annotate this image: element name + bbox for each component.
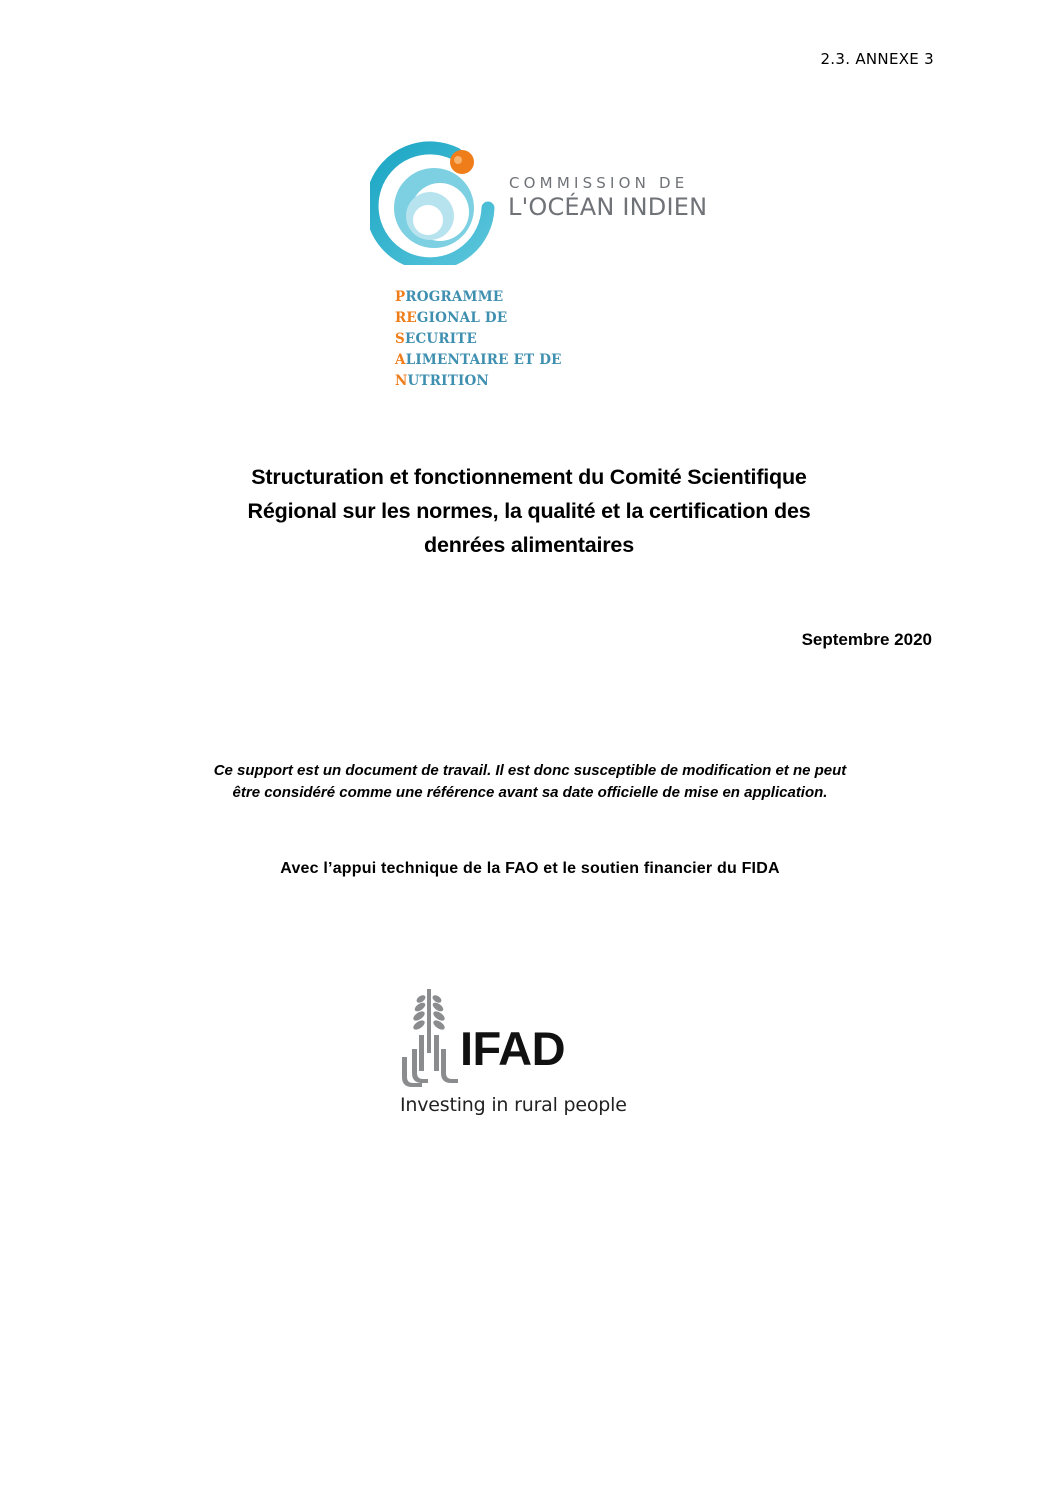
program-block [395,287,562,392]
program-lead-letter: P [395,289,406,305]
program-line [395,350,562,371]
ifad-wheat-emblem-icon [400,987,460,1087]
coi-logo-icon [370,140,500,265]
title-line-3: denrées alimentaires [424,533,634,557]
ifad-wordmark: IFAD [460,1022,566,1075]
program-line-rest: ROGRAMME [405,289,504,305]
annex-label: 2.3. ANNEXE 3 [820,50,934,68]
working-document-notice [80,760,980,804]
program-line [395,308,562,329]
program-line [395,329,562,350]
support-statement: Avec l’appui technique de la FAO et le soutien financier du FIDA [280,860,780,877]
program-line [395,287,562,308]
notice-line-1: Ce support est un document de travail. Il est donc susceptible de modification et ne peut [213,762,847,779]
coi-line-1: COMMISSION DE [509,174,689,192]
program-lead-letter: N [395,373,408,389]
document-title [130,460,928,562]
title-line-1: Structuration et fonctionnement du Comité Scientifique [251,465,807,489]
ifad-tagline: Investing in rural people [400,1094,627,1116]
program-line-rest: UTRITION [407,373,489,389]
program-line [395,371,562,392]
notice-line-2: être considéré comme une référence avant sa date officielle de mise en application. [232,784,828,801]
coi-wordmark [508,176,707,219]
document-date: Septembre 2020 [801,630,932,649]
program-lead-letter: A [395,352,406,368]
program-lead-letter: S [395,331,405,347]
program-line-rest: LIMENTAIRE ET DE [405,352,562,368]
program-lead-letter: RE [395,310,417,326]
title-line-2: Régional sur les normes, la qualité et la certification des [247,499,811,523]
coi-line-2: L'OCÉAN INDIEN [508,193,708,221]
ifad-logo [398,985,678,1125]
program-line-rest: ECURITE [404,331,478,347]
program-line-rest: GIONAL DE [416,310,508,326]
